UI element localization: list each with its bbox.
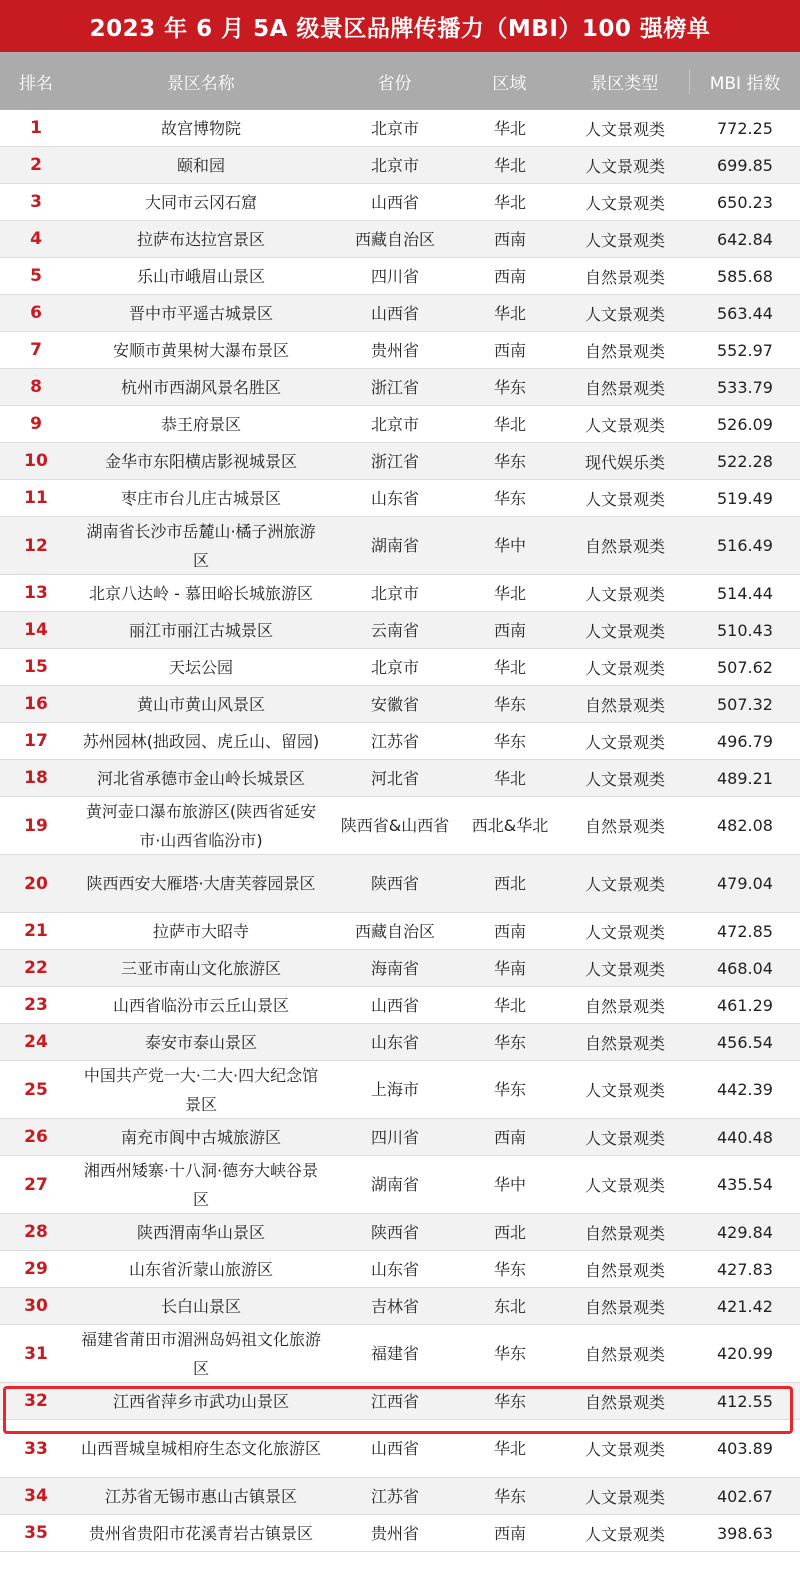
cell-mbi-index: 461.29 bbox=[717, 995, 773, 1015]
cell-mbi-index: 496.79 bbox=[717, 731, 773, 751]
cell-province: 上海市 bbox=[370, 1080, 419, 1099]
cell-province: 陕西省 bbox=[370, 874, 419, 893]
cell-scenic-name: 山东省沂蒙山旅游区 bbox=[128, 1259, 273, 1279]
cell-scenic-name: 山西晋城皇城相府生态文化旅游区 bbox=[80, 1439, 321, 1458]
cell-scenic-name: 安顺市黄果树大瀑布景区 bbox=[112, 340, 289, 360]
cell-scenic-name: 颐和园 bbox=[176, 155, 225, 175]
cell-mbi-index: 519.49 bbox=[717, 488, 773, 508]
cell-type: 人文景观类 bbox=[584, 1081, 665, 1100]
cell-type: 自然景观类 bbox=[584, 1297, 665, 1317]
cell-mbi-index: 516.49 bbox=[717, 536, 773, 555]
cell-region: 华中 bbox=[493, 1175, 526, 1194]
cell-rank: 25 bbox=[24, 1079, 48, 1100]
cell-mbi-index: 563.44 bbox=[717, 303, 773, 323]
cell-rank: 26 bbox=[24, 1127, 48, 1147]
cell-scenic-name: 三亚市南山文化旅游区 bbox=[120, 958, 281, 978]
cell-scenic-name: 晋中市平遥古城景区 bbox=[128, 303, 273, 323]
cell-type: 人文景观类 bbox=[584, 621, 665, 641]
cell-rank: 23 bbox=[24, 995, 48, 1015]
cell-region: 华东 bbox=[493, 1032, 526, 1052]
cell-mbi-index: 398.63 bbox=[717, 1523, 773, 1543]
cell-mbi-index: 403.89 bbox=[717, 1439, 773, 1458]
cell-type: 人文景观类 bbox=[584, 769, 665, 789]
table-row bbox=[0, 612, 800, 649]
table-row bbox=[0, 1214, 800, 1251]
cell-scenic-name: 苏州园林(拙政园、虎丘山、留园) bbox=[82, 731, 320, 751]
cell-rank: 20 bbox=[24, 873, 48, 894]
table-row bbox=[0, 1478, 800, 1515]
cell-rank: 34 bbox=[24, 1486, 48, 1506]
cell-rank: 18 bbox=[24, 768, 48, 788]
cell-region: 华南 bbox=[493, 958, 526, 978]
cell-scenic-name: 江苏省无锡市惠山古镇景区 bbox=[104, 1486, 297, 1506]
cell-type: 人文景观类 bbox=[584, 304, 665, 324]
cell-region: 华北 bbox=[493, 414, 526, 434]
cell-region: 华北 bbox=[493, 995, 526, 1015]
cell-rank: 15 bbox=[24, 657, 48, 677]
header-mbi-index: MBI 指数 bbox=[689, 69, 800, 94]
cell-region: 华北 bbox=[493, 303, 526, 323]
cell-rank: 30 bbox=[24, 1296, 48, 1316]
cell-scenic-name: 黄山市黄山风景区 bbox=[136, 694, 265, 714]
ranking-table-body bbox=[0, 110, 800, 1552]
cell-scenic-name: 泰安市泰山景区 bbox=[144, 1032, 257, 1052]
cell-province: 陕西省 bbox=[370, 1222, 419, 1242]
table-row bbox=[0, 184, 800, 221]
table-row bbox=[0, 369, 800, 406]
cell-region: 西南 bbox=[493, 340, 526, 360]
cell-mbi-index: 427.83 bbox=[717, 1259, 773, 1279]
cell-rank: 22 bbox=[24, 958, 48, 978]
table-row bbox=[0, 258, 800, 295]
cell-province: 四川省 bbox=[370, 1127, 419, 1147]
cell-province: 山西省 bbox=[370, 303, 419, 323]
cell-rank: 11 bbox=[24, 488, 48, 508]
cell-province: 河北省 bbox=[370, 768, 419, 788]
cell-scenic-name: 北京八达岭 - 慕田峪长城旅游区 bbox=[89, 583, 313, 603]
cell-region: 华东 bbox=[493, 731, 526, 751]
cell-type: 自然景观类 bbox=[584, 695, 665, 715]
cell-province: 浙江省 bbox=[370, 451, 419, 471]
cell-type: 人文景观类 bbox=[584, 230, 665, 250]
cell-region: 西北 bbox=[493, 1222, 526, 1242]
cell-type: 人文景观类 bbox=[584, 1128, 665, 1148]
cell-rank: 14 bbox=[24, 620, 48, 640]
cell-mbi-index: 440.48 bbox=[717, 1127, 773, 1147]
cell-rank: 31 bbox=[24, 1343, 48, 1364]
page-title: 2023 年 6 月 5A 级景区品牌传播力（MBI）100 强榜单 bbox=[0, 0, 800, 52]
cell-type: 人文景观类 bbox=[584, 156, 665, 176]
table-row bbox=[0, 950, 800, 987]
cell-mbi-index: 479.04 bbox=[717, 874, 773, 893]
table-row bbox=[0, 221, 800, 258]
cell-rank: 10 bbox=[24, 451, 48, 471]
table-row bbox=[0, 1156, 800, 1214]
cell-type: 自然景观类 bbox=[584, 1223, 665, 1243]
cell-type: 人文景观类 bbox=[584, 1524, 665, 1544]
cell-mbi-index: 435.54 bbox=[717, 1175, 773, 1194]
cell-mbi-index: 402.67 bbox=[717, 1486, 773, 1506]
header-province: 省份 bbox=[377, 73, 412, 94]
cell-province: 贵州省 bbox=[370, 1523, 419, 1543]
cell-type: 自然景观类 bbox=[584, 341, 665, 361]
table-row bbox=[0, 517, 800, 575]
cell-scenic-name: 大同市云冈石窟 bbox=[144, 192, 257, 212]
cell-region: 华北 bbox=[493, 768, 526, 788]
cell-region: 华东 bbox=[493, 1080, 526, 1099]
cell-mbi-index: 420.99 bbox=[717, 1344, 773, 1363]
cell-type: 人文景观类 bbox=[584, 875, 665, 894]
cell-mbi-index: 507.62 bbox=[717, 657, 773, 677]
cell-mbi-index: 489.21 bbox=[717, 768, 773, 788]
cell-region: 东北 bbox=[493, 1296, 526, 1316]
cell-region: 华东 bbox=[493, 377, 526, 397]
cell-province: 浙江省 bbox=[370, 377, 419, 397]
cell-mbi-index: 585.68 bbox=[717, 266, 773, 286]
cell-province: 四川省 bbox=[370, 266, 419, 286]
cell-mbi-index: 429.84 bbox=[717, 1222, 773, 1242]
cell-scenic-name: 长白山景区 bbox=[160, 1296, 241, 1316]
cell-scenic-name: 陕西西安大雁塔·大唐芙蓉园景区 bbox=[86, 874, 316, 893]
cell-scenic-name: 湖南省长沙市岳麓山·橘子洲旅游区 bbox=[86, 521, 316, 570]
header-region: 区域 bbox=[492, 73, 527, 94]
cell-province: 江苏省 bbox=[370, 731, 419, 751]
cell-type: 自然景观类 bbox=[584, 267, 665, 287]
cell-mbi-index: 468.04 bbox=[717, 958, 773, 978]
cell-type: 人文景观类 bbox=[584, 415, 665, 435]
cell-type: 人文景观类 bbox=[584, 1176, 665, 1195]
table-row bbox=[0, 1061, 800, 1119]
table-row bbox=[0, 332, 800, 369]
cell-mbi-index: 442.39 bbox=[717, 1080, 773, 1099]
cell-rank: 33 bbox=[24, 1438, 48, 1459]
table-row bbox=[0, 855, 800, 913]
cell-rank: 4 bbox=[30, 229, 42, 249]
table-row bbox=[0, 797, 800, 855]
table-row bbox=[0, 987, 800, 1024]
header-type: 景区类型 bbox=[590, 73, 659, 94]
cell-region: 华北 bbox=[493, 155, 526, 175]
cell-mbi-index: 507.32 bbox=[717, 694, 773, 714]
cell-type: 现代娱乐类 bbox=[584, 452, 665, 472]
cell-mbi-index: 772.25 bbox=[717, 118, 773, 138]
cell-rank: 24 bbox=[24, 1032, 48, 1052]
cell-province: 西藏自治区 bbox=[354, 921, 435, 941]
cell-region: 华东 bbox=[493, 1259, 526, 1279]
table-row bbox=[0, 1383, 800, 1420]
cell-scenic-name: 贵州省贵阳市花溪青岩古镇景区 bbox=[88, 1523, 313, 1543]
table-row bbox=[0, 147, 800, 184]
cell-rank: 35 bbox=[24, 1523, 48, 1543]
header-rank: 排名 bbox=[18, 73, 53, 94]
cell-mbi-index: 533.79 bbox=[717, 377, 773, 397]
table-row bbox=[0, 1119, 800, 1156]
cell-province: 江西省 bbox=[370, 1391, 419, 1411]
cell-region: 华北 bbox=[493, 118, 526, 138]
cell-province: 北京市 bbox=[370, 657, 419, 677]
cell-province: 福建省 bbox=[370, 1344, 419, 1363]
cell-rank: 27 bbox=[24, 1174, 48, 1195]
cell-province: 北京市 bbox=[370, 155, 419, 175]
cell-mbi-index: 482.08 bbox=[717, 816, 773, 835]
cell-scenic-name: 杭州市西湖风景名胜区 bbox=[120, 377, 281, 397]
table-row bbox=[0, 723, 800, 760]
cell-rank: 13 bbox=[24, 583, 48, 603]
table-row bbox=[0, 443, 800, 480]
cell-region: 西南 bbox=[493, 921, 526, 941]
cell-scenic-name: 丽江市丽江古城景区 bbox=[128, 620, 273, 640]
table-header bbox=[0, 52, 800, 110]
cell-scenic-name: 中国共产党一大·二大·四大纪念馆景区 bbox=[83, 1065, 319, 1114]
cell-rank: 21 bbox=[24, 921, 48, 941]
cell-region: 华北 bbox=[493, 1439, 526, 1458]
cell-region: 华东 bbox=[493, 1344, 526, 1363]
cell-region: 西北&华北 bbox=[471, 816, 549, 835]
cell-province: 北京市 bbox=[370, 583, 419, 603]
table-row bbox=[0, 1288, 800, 1325]
cell-region: 西南 bbox=[493, 620, 526, 640]
cell-province: 西藏自治区 bbox=[354, 229, 435, 249]
cell-province: 贵州省 bbox=[370, 340, 419, 360]
cell-province: 吉林省 bbox=[370, 1296, 419, 1316]
cell-region: 华北 bbox=[493, 657, 526, 677]
table-row bbox=[0, 649, 800, 686]
cell-rank: 7 bbox=[30, 340, 42, 360]
cell-province: 江苏省 bbox=[370, 1486, 419, 1506]
cell-rank: 32 bbox=[24, 1391, 48, 1411]
cell-type: 自然景观类 bbox=[584, 1345, 665, 1364]
cell-region: 华东 bbox=[493, 1486, 526, 1506]
cell-mbi-index: 522.28 bbox=[717, 451, 773, 471]
cell-mbi-index: 472.85 bbox=[717, 921, 773, 941]
cell-type: 人文景观类 bbox=[584, 922, 665, 942]
cell-scenic-name: 河北省承德市金山岭长城景区 bbox=[96, 768, 305, 788]
cell-region: 西北 bbox=[493, 874, 526, 893]
cell-rank: 17 bbox=[24, 731, 48, 751]
cell-rank: 16 bbox=[24, 694, 48, 714]
cell-rank: 3 bbox=[30, 192, 42, 212]
cell-rank: 12 bbox=[24, 535, 48, 556]
cell-rank: 29 bbox=[24, 1259, 48, 1279]
cell-province: 湖南省 bbox=[370, 1175, 419, 1194]
cell-region: 华东 bbox=[493, 694, 526, 714]
cell-type: 人文景观类 bbox=[584, 119, 665, 139]
cell-type: 人文景观类 bbox=[584, 732, 665, 752]
cell-scenic-name: 山西省临汾市云丘山景区 bbox=[112, 995, 289, 1015]
cell-region: 西南 bbox=[493, 1523, 526, 1543]
cell-province: 海南省 bbox=[370, 958, 419, 978]
cell-scenic-name: 恭王府景区 bbox=[160, 414, 241, 434]
cell-region: 华东 bbox=[493, 451, 526, 471]
cell-region: 西南 bbox=[493, 1127, 526, 1147]
cell-mbi-index: 650.23 bbox=[717, 192, 773, 212]
table-row bbox=[0, 575, 800, 612]
cell-province: 山西省 bbox=[370, 192, 419, 212]
cell-province: 北京市 bbox=[370, 118, 419, 138]
cell-rank: 8 bbox=[30, 377, 42, 397]
cell-region: 西南 bbox=[493, 266, 526, 286]
cell-type: 自然景观类 bbox=[584, 817, 665, 836]
cell-mbi-index: 526.09 bbox=[717, 414, 773, 434]
cell-region: 华东 bbox=[493, 488, 526, 508]
cell-mbi-index: 421.42 bbox=[717, 1296, 773, 1316]
cell-region: 西南 bbox=[493, 229, 526, 249]
cell-type: 自然景观类 bbox=[584, 1392, 665, 1412]
cell-type: 自然景观类 bbox=[584, 537, 665, 556]
cell-province: 云南省 bbox=[370, 620, 419, 640]
cell-rank: 28 bbox=[24, 1222, 48, 1242]
cell-province: 湖南省 bbox=[370, 536, 419, 555]
cell-mbi-index: 699.85 bbox=[717, 155, 773, 175]
cell-type: 人文景观类 bbox=[584, 658, 665, 678]
table-row bbox=[0, 686, 800, 723]
cell-rank: 5 bbox=[30, 266, 42, 286]
cell-mbi-index: 642.84 bbox=[717, 229, 773, 249]
cell-scenic-name: 江西省萍乡市武功山景区 bbox=[112, 1391, 289, 1411]
cell-scenic-name: 金华市东阳横店影视城景区 bbox=[104, 451, 297, 471]
cell-type: 人文景观类 bbox=[584, 193, 665, 213]
table-row bbox=[0, 1024, 800, 1061]
cell-mbi-index: 552.97 bbox=[717, 340, 773, 360]
cell-province: 陕西省&山西省 bbox=[340, 816, 450, 835]
cell-type: 人文景观类 bbox=[584, 489, 665, 509]
cell-type: 自然景观类 bbox=[584, 1033, 665, 1053]
cell-province: 山东省 bbox=[370, 488, 419, 508]
table-row bbox=[0, 760, 800, 797]
cell-scenic-name: 天坛公园 bbox=[168, 657, 233, 677]
cell-province: 北京市 bbox=[370, 414, 419, 434]
table-row bbox=[0, 913, 800, 950]
cell-rank: 6 bbox=[30, 303, 42, 323]
cell-type: 人文景观类 bbox=[584, 959, 665, 979]
cell-region: 华北 bbox=[493, 192, 526, 212]
cell-type: 人文景观类 bbox=[584, 1487, 665, 1507]
cell-province: 山西省 bbox=[370, 995, 419, 1015]
cell-scenic-name: 湘西州矮寨·十八洞·德夯大峡谷景区 bbox=[83, 1160, 319, 1209]
cell-type: 自然景观类 bbox=[584, 1260, 665, 1280]
table-row bbox=[0, 110, 800, 147]
cell-rank: 9 bbox=[30, 414, 42, 434]
cell-province: 山西省 bbox=[370, 1439, 419, 1458]
cell-type: 自然景观类 bbox=[584, 996, 665, 1016]
table-row bbox=[0, 1251, 800, 1288]
header-scenic-name: 景区名称 bbox=[166, 73, 235, 94]
cell-region: 华中 bbox=[493, 536, 526, 555]
cell-scenic-name: 福建省莆田市湄洲岛妈祖文化旅游区 bbox=[80, 1329, 321, 1378]
cell-province: 山东省 bbox=[370, 1259, 419, 1279]
cell-rank: 2 bbox=[30, 155, 42, 175]
cell-scenic-name: 枣庄市台儿庄古城景区 bbox=[120, 488, 281, 508]
cell-region: 华北 bbox=[493, 583, 526, 603]
table-row bbox=[0, 1325, 800, 1383]
cell-scenic-name: 黄河壶口瀑布旅游区(陕西省延安市·山西省临汾市) bbox=[85, 801, 317, 850]
cell-scenic-name: 拉萨市大昭寺 bbox=[152, 921, 249, 941]
cell-scenic-name: 故宫博物院 bbox=[160, 118, 241, 138]
cell-scenic-name: 南充市阆中古城旅游区 bbox=[120, 1127, 281, 1147]
cell-rank: 1 bbox=[30, 118, 42, 138]
cell-type: 人文景观类 bbox=[584, 584, 665, 604]
cell-type: 自然景观类 bbox=[584, 378, 665, 398]
table-row bbox=[0, 295, 800, 332]
cell-scenic-name: 陕西渭南华山景区 bbox=[136, 1222, 265, 1242]
cell-region: 华东 bbox=[493, 1391, 526, 1411]
table-row bbox=[0, 406, 800, 443]
cell-scenic-name: 乐山市峨眉山景区 bbox=[136, 266, 265, 286]
cell-mbi-index: 412.55 bbox=[717, 1391, 773, 1411]
cell-province: 山东省 bbox=[370, 1032, 419, 1052]
cell-scenic-name: 拉萨布达拉宫景区 bbox=[136, 229, 265, 249]
cell-rank: 19 bbox=[24, 815, 48, 836]
table-row bbox=[0, 1515, 800, 1552]
cell-mbi-index: 514.44 bbox=[717, 583, 773, 603]
cell-mbi-index: 510.43 bbox=[717, 620, 773, 640]
table-row bbox=[0, 1420, 800, 1478]
cell-province: 安徽省 bbox=[370, 694, 419, 714]
cell-type: 人文景观类 bbox=[584, 1440, 665, 1459]
table-row bbox=[0, 480, 800, 517]
cell-mbi-index: 456.54 bbox=[717, 1032, 773, 1052]
